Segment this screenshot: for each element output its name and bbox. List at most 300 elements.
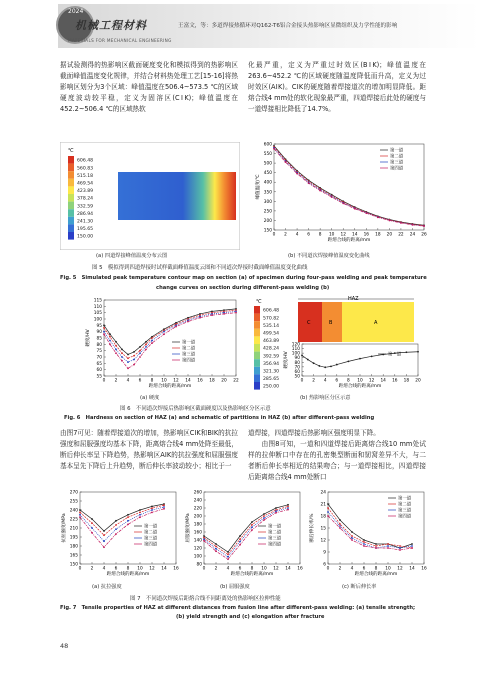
legend-swatch — [68, 232, 74, 240]
data-point — [139, 350, 141, 352]
data-point — [203, 535, 205, 537]
legend-value: 321.30 — [263, 369, 280, 375]
y-tick-label: 140 — [193, 538, 202, 544]
data-point — [331, 196, 333, 198]
x-tick-label: 8 — [150, 378, 154, 384]
x-tick-label: 6 — [238, 566, 242, 572]
data-point — [109, 340, 111, 342]
x-tick-label: 6 — [114, 566, 118, 572]
data-point — [121, 356, 123, 358]
data-point — [115, 533, 117, 535]
data-point — [187, 321, 189, 323]
y-tick-label: 6 — [323, 562, 326, 568]
data-point — [239, 541, 241, 543]
data-point — [412, 224, 414, 226]
data-point — [330, 366, 332, 368]
legend-value: 499.54 — [263, 331, 280, 337]
legend-swatch — [68, 179, 74, 187]
y-tick-label: 100 — [93, 317, 102, 323]
data-point — [103, 333, 105, 335]
data-point — [215, 548, 217, 550]
zone-c-label: C — [307, 320, 311, 326]
fig6-caption-en: Fig. 6 Hardness on section of HAZ (a) and schematic of partitions in HAZ (b) after different-pass welding — [64, 415, 375, 421]
data-point — [406, 351, 408, 353]
data-point — [145, 341, 147, 343]
x-tick-label: 6 — [307, 232, 310, 238]
plot-frame — [104, 300, 236, 376]
legend-label: 第三道 — [182, 352, 196, 358]
y-tick-label: 18 — [320, 514, 326, 520]
x-tick-label: 0 — [272, 232, 276, 238]
series-line — [328, 516, 412, 550]
journal-title-cn: 机械工程材料 — [75, 19, 147, 32]
data-point — [109, 333, 111, 335]
x-tick-label: 14 — [352, 232, 358, 238]
data-point — [411, 543, 413, 545]
data-point — [388, 220, 390, 222]
fig7a-subcaption: (a) 抗拉强度 — [92, 584, 122, 590]
x-tick-label: 22 — [233, 378, 239, 384]
data-point — [351, 535, 353, 537]
x-tick-label: 16 — [421, 566, 427, 572]
data-point — [139, 352, 141, 354]
data-point — [308, 182, 310, 184]
data-point — [287, 504, 289, 506]
data-point — [145, 343, 147, 345]
fig7-caption-en-1: Fig. 7 Tensile properties of HAZ at different distances from fusion line after different-pass welding: (a) tensile strength; — [60, 605, 416, 611]
y-tick-label: 200 — [263, 218, 272, 224]
y-tick-label: 180 — [193, 522, 202, 528]
data-point — [203, 537, 205, 539]
data-point — [103, 331, 105, 333]
legend-swatch — [68, 186, 74, 194]
data-point — [215, 550, 217, 552]
fig5a-legend-title: ℃ — [68, 148, 74, 154]
y-tick-label: 250 — [263, 209, 272, 215]
x-tick-label: 2 — [214, 566, 218, 572]
y-tick-label: 60 — [294, 369, 300, 375]
data-point — [109, 343, 111, 345]
data-point — [109, 336, 111, 338]
data-point — [79, 514, 81, 516]
x-tick-label: 8 — [126, 566, 130, 572]
y-tick-label: 95 — [96, 323, 102, 329]
data-point — [377, 216, 379, 218]
legend-label: 第三道 — [268, 536, 282, 542]
legend-value: 428.24 — [263, 346, 280, 352]
legend-swatch — [254, 321, 260, 329]
legend-label: 第二道 — [268, 530, 282, 536]
data-point — [363, 543, 365, 545]
legend-value: 356.94 — [263, 361, 280, 367]
data-point — [313, 362, 315, 364]
paragraph-right-1: 化最严重，定义为严重过时效区(BⅠK)；峰值温度在263.6~452.2 ℃的区域硬度随温度降低而升高，定义为过时效区(AⅠK)。CⅠK的硬度随着焊接道次的增加明显降低。距熔合线4 mm处的软化现象最严重，四道焊接后此处的硬度与一道焊接相比降低了14.7%。 — [248, 61, 426, 113]
x-tick-label: 14 — [185, 378, 191, 384]
x-tick-label: 10 — [357, 378, 363, 384]
data-point — [363, 539, 365, 541]
y-tick-label: 65 — [96, 361, 102, 367]
data-point — [251, 521, 253, 523]
data-point — [375, 547, 377, 549]
x-tick-label: 0 — [300, 378, 304, 384]
data-point — [103, 546, 105, 548]
data-point — [115, 520, 117, 522]
x-tick-label: 8 — [318, 232, 322, 238]
fig5b-chart — [250, 140, 430, 252]
data-point — [199, 317, 201, 319]
x-tick-label: 4 — [126, 378, 130, 384]
fig6-caption-cn: 图 6 不同道次焊接后热影响区截面硬度以及热影响区分区示意 — [120, 406, 271, 412]
y-tick-label: 12 — [320, 538, 326, 544]
data-point — [423, 225, 425, 227]
y-tick-label: 400 — [263, 180, 272, 186]
legend-label: 第二道 — [144, 530, 158, 536]
data-point — [115, 352, 117, 354]
y-tick-label: 220 — [193, 506, 202, 512]
y-tick-label: 160 — [193, 530, 202, 536]
data-point — [103, 324, 105, 326]
x-tick-label: 2 — [284, 232, 287, 238]
data-point — [351, 531, 353, 533]
fig5b-subcaption: (b) 不同道次焊接峰值温度变化曲线 — [288, 253, 370, 259]
data-point — [400, 222, 402, 224]
legend-swatch — [68, 209, 74, 217]
fig7-caption-en-2: (b) yield strength and (c) elongation after fracture — [176, 614, 325, 620]
legend-swatch — [68, 217, 74, 225]
zone-b-label: B — [329, 320, 333, 326]
plot-frame — [80, 492, 176, 564]
x-tick-label: 14 — [380, 378, 386, 384]
legend-swatch — [254, 382, 260, 390]
legend-label: 第四道 — [182, 358, 196, 364]
legend-value: 606.48 — [77, 158, 94, 164]
data-point — [387, 543, 389, 545]
y-tick-label: 90 — [96, 330, 102, 336]
legend-label: 第四道 — [268, 542, 282, 548]
x-tick-label: 0 — [202, 566, 206, 572]
legend-label: 第一道 — [390, 148, 404, 154]
data-point — [339, 527, 341, 529]
data-point — [115, 345, 117, 347]
data-point — [121, 352, 123, 354]
data-point — [235, 312, 237, 314]
y-tick-label: 150 — [263, 228, 272, 234]
x-tick-label: 10 — [385, 566, 391, 572]
legend-swatch — [68, 156, 74, 164]
x-tick-label: 24 — [409, 232, 416, 238]
data-point — [263, 519, 265, 521]
x-tick-label: 12 — [149, 566, 155, 572]
x-tick-label: 4 — [295, 232, 299, 238]
data-point — [91, 532, 93, 534]
x-tick-label: 12 — [173, 378, 179, 384]
x-tick-label: 4 — [350, 566, 354, 572]
plot-frame — [302, 344, 418, 376]
x-tick-label: 18 — [375, 232, 381, 238]
x-tick-label: 10 — [137, 566, 143, 572]
data-point — [103, 534, 105, 536]
y-tick-label: 500 — [263, 161, 272, 167]
y-tick-label: 100 — [193, 554, 202, 560]
y-tick-label: 195 — [69, 535, 78, 541]
fig6b-legend — [254, 306, 279, 390]
data-point — [227, 558, 229, 560]
data-point — [203, 538, 205, 540]
y-tick-label: 240 — [69, 508, 78, 514]
legend-swatch — [254, 306, 260, 314]
x-axis-label: 距熔合线的距离/mm — [327, 238, 371, 243]
legend-swatch — [254, 367, 260, 375]
x-tick-label: 10 — [328, 232, 335, 238]
y-tick-label: 80 — [294, 360, 300, 366]
data-point — [275, 512, 277, 514]
data-point — [215, 543, 217, 545]
legend-swatch — [68, 224, 74, 232]
y-tick-label: 260 — [193, 490, 202, 496]
x-tick-label: 16 — [363, 232, 370, 238]
legend-swatch — [254, 352, 260, 360]
x-tick-label: 0 — [326, 566, 330, 572]
data-point — [103, 540, 105, 542]
fig5-caption-cn: 图 5 模拟得到四道焊接时试样截面峰值温度云图和不同道次焊接时截面峰值温度变化曲线 — [92, 265, 308, 271]
y-axis-label: 峰值温度/℃ — [256, 174, 261, 200]
data-point — [103, 530, 105, 532]
x-tick-label: 20 — [386, 232, 393, 238]
fig5a-contour-field — [118, 172, 236, 220]
data-point — [339, 519, 341, 521]
legend-value: 606.48 — [263, 308, 280, 314]
data-point — [79, 512, 81, 514]
x-tick-label: 8 — [347, 378, 350, 384]
x-tick-label: 6 — [362, 566, 366, 572]
legend-label: 第四道 — [390, 166, 404, 172]
x-tick-label: 6 — [335, 378, 339, 384]
legend-label: 第四道 — [398, 514, 412, 520]
y-tick-label: 50 — [294, 374, 300, 380]
fig6b-subcaption: (b) 热影响区分区示意 — [300, 395, 351, 401]
y-tick-label: 225 — [69, 517, 78, 523]
legend-label: 第三道 — [144, 536, 158, 542]
x-tick-label: 12 — [368, 378, 375, 384]
x-tick-label: 4 — [323, 378, 327, 384]
x-tick-label: 16 — [297, 566, 303, 572]
data-point — [139, 346, 141, 348]
y-tick-label: 85 — [96, 336, 102, 342]
y-tick-label: 120 — [193, 546, 202, 552]
running-title: 王富文，等：多道焊接热循环对Q162-T6铝合金接头热影响区显微组织及力学性能的影响 — [178, 23, 398, 29]
data-point — [163, 504, 165, 506]
y-tick-label: 90 — [294, 356, 300, 362]
series-line — [104, 309, 236, 355]
x-tick-label: 8 — [250, 566, 254, 572]
x-tick-label: 22 — [398, 232, 404, 238]
y-tick-label: 255 — [69, 499, 78, 505]
legend-label: 第三道 — [390, 160, 404, 166]
y-tick-label: 60 — [96, 368, 102, 374]
fig5-caption-en-2: change curves on section during different-pass welding (b) — [156, 285, 330, 291]
journal-year: 2024 — [68, 8, 84, 15]
data-point — [115, 341, 117, 343]
journal-title-en: MATERIALS FOR MECHANICAL ENGINEERING — [68, 38, 172, 43]
data-point — [127, 357, 129, 359]
fig7-caption-cn: 图 7 不同道次焊接后距熔合线不同距离处的热影响区拉伸性能 — [130, 596, 281, 602]
fig7b-subcaption: (b) 屈服强度 — [220, 584, 250, 590]
legend-value: 150.00 — [77, 234, 94, 240]
legend-value: 332.59 — [77, 204, 94, 210]
legend-value: 560.83 — [77, 166, 94, 172]
data-point — [327, 511, 329, 513]
fig6a-subcaption: (a) 硬度 — [140, 395, 160, 401]
x-tick-label: 2 — [312, 378, 315, 384]
legend-swatch — [254, 329, 260, 337]
x-tick-label: 18 — [209, 378, 215, 384]
legend-swatch — [254, 344, 260, 352]
data-point — [127, 520, 129, 522]
y-tick-label: 55 — [96, 374, 102, 380]
data-point — [227, 551, 229, 553]
data-point — [127, 361, 129, 363]
legend-label: 第一道 — [398, 496, 412, 502]
page-number: 48 — [60, 642, 69, 650]
x-tick-label: 0 — [102, 378, 106, 384]
legend-value: 570.82 — [263, 316, 280, 322]
zone-a-block — [342, 302, 414, 342]
x-tick-label: 20 — [415, 378, 421, 384]
data-point — [327, 503, 329, 505]
x-tick-label: 10 — [261, 566, 267, 572]
y-tick-label: 350 — [263, 190, 272, 196]
legend-label: 第二道 — [398, 502, 412, 508]
data-point — [324, 366, 326, 368]
y-axis-label: 断后伸长率/% — [310, 513, 315, 543]
data-point — [339, 523, 341, 525]
y-tick-label: 21 — [320, 502, 326, 508]
data-point — [115, 524, 117, 526]
y-tick-label: 550 — [263, 152, 272, 158]
data-point — [263, 513, 265, 515]
legend-label: 第四道 — [144, 542, 158, 548]
y-tick-label: 24 — [320, 490, 326, 496]
x-tick-label: 8 — [374, 566, 378, 572]
legend-value: 250.00 — [263, 384, 280, 390]
data-point — [411, 547, 413, 549]
x-tick-label: 16 — [173, 566, 179, 572]
legend-label: 第一道 — [144, 524, 158, 530]
data-point — [351, 537, 353, 539]
x-tick-label: 2 — [114, 378, 118, 384]
fig7b-chart — [182, 488, 304, 582]
data-point — [239, 538, 241, 540]
data-point — [227, 556, 229, 558]
fig5a-legend — [68, 156, 93, 240]
y-tick-label: 9 — [323, 550, 326, 556]
y-tick-label: 100 — [291, 351, 300, 357]
paragraph-left-2: 由图7可见：随着焊接道次的增加，热影响区CⅠK和BⅠK的抗拉强度和屈服强度均基本下降，距离熔合线4 mm处降至最低，断后伸长率呈下降趋势，热影响区AⅠK的抗拉强度和屈服强度基本呈先下降后上升趋势，断后伸长率波动较小；相比于一 — [60, 429, 238, 470]
x-axis-label: 距熔合线的距离/mm — [338, 384, 382, 389]
x-tick-label: 2 — [338, 566, 342, 572]
data-point — [79, 516, 81, 518]
data-point — [151, 342, 153, 344]
data-point — [336, 364, 338, 366]
data-point — [348, 360, 350, 362]
y-tick-label: 210 — [69, 526, 78, 532]
data-point — [127, 368, 129, 370]
data-point — [354, 208, 356, 210]
data-point — [399, 545, 401, 547]
data-point — [145, 349, 147, 351]
series-line — [104, 313, 236, 369]
legend-label: 第一道 — [388, 352, 402, 358]
fig5a-subcaption: (a) 四道焊接峰值温度分布云图 — [96, 253, 168, 259]
legend-swatch — [68, 164, 74, 172]
y-tick-label: 240 — [193, 498, 202, 504]
y-tick-label: 270 — [69, 490, 78, 496]
x-tick-label: 14 — [161, 566, 167, 572]
y-tick-label: 200 — [193, 514, 202, 520]
haz-label: HAZ — [348, 296, 359, 302]
legend-label: 第一道 — [182, 340, 196, 346]
data-point — [263, 515, 265, 517]
data-point — [339, 525, 341, 527]
data-point — [163, 508, 165, 510]
data-point — [287, 506, 289, 508]
data-point — [387, 547, 389, 549]
y-tick-label: 300 — [263, 199, 272, 205]
legend-value: 515.18 — [77, 173, 94, 179]
data-point — [127, 514, 129, 516]
data-point — [399, 549, 401, 551]
data-point — [375, 545, 377, 547]
data-point — [239, 544, 241, 546]
data-point — [121, 360, 123, 362]
y-tick-label: 75 — [96, 349, 102, 355]
data-point — [287, 507, 289, 509]
y-tick-label: 105 — [93, 311, 102, 317]
data-point — [273, 148, 275, 150]
data-point — [275, 507, 277, 509]
y-axis-label: 硬度/HV — [86, 329, 91, 347]
fig7a-chart — [58, 488, 180, 582]
data-point — [91, 518, 93, 520]
legend-value: 469.54 — [77, 181, 94, 187]
data-point — [127, 524, 129, 526]
data-point — [251, 529, 253, 531]
x-tick-label: 2 — [90, 566, 94, 572]
x-tick-label: 14 — [285, 566, 291, 572]
x-axis-label: 距熔合线的距离/mm — [106, 572, 150, 577]
y-tick-label: 110 — [93, 304, 102, 310]
y-tick-label: 80 — [96, 342, 102, 348]
data-point — [227, 554, 229, 556]
data-point — [363, 541, 365, 543]
legend-value: 463.89 — [263, 339, 280, 345]
x-tick-label: 4 — [102, 566, 106, 572]
data-point — [133, 359, 135, 361]
data-point — [163, 333, 165, 335]
fig6a-chart — [82, 296, 242, 392]
data-point — [139, 516, 141, 518]
fig7c-subcaption: (c) 断后伸长率 — [342, 584, 377, 590]
paragraph-left-1: 据试验测得的热影响区截面硬度变化和模拟得到的热影响区截面峰值温度变化规律，并结合材料热处理工艺[15-16]将热影响区划分为3个区域：峰值温度在506.4~573.5 ℃的区域硬度波动较平稳，定义为固溶区(CⅠK)；峰值温度在452.2~506.4 ℃的区域热软 — [60, 61, 238, 113]
y-tick-label: 110 — [291, 347, 300, 353]
x-tick-label: 14 — [409, 566, 415, 572]
data-point — [285, 161, 287, 163]
legend-label: 第二道 — [390, 154, 404, 160]
y-axis-label: 屈服强度/MPa — [186, 513, 191, 543]
data-point — [91, 522, 93, 524]
data-point — [251, 526, 253, 528]
legend-label: 第二道 — [182, 346, 196, 352]
